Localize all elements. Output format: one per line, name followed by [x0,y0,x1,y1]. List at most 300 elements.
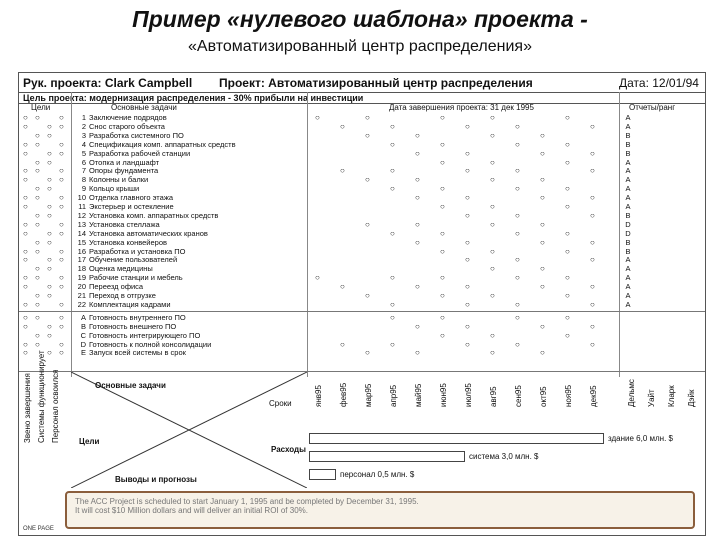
task-row [19,131,705,140]
task-number: 20 [77,282,86,292]
schedule-marker: ○ [465,166,470,176]
task-number: B [80,321,86,331]
task-grade: A [625,184,631,194]
schedule-marker: ○ [540,348,545,358]
task-grade: A [625,282,631,292]
col-tasks: Основные задачи [111,103,177,112]
goal-marker: ○ [23,348,28,358]
schedule-marker: ○ [590,166,595,176]
schedule-marker: ○ [565,228,570,238]
task-number: 13 [77,219,86,229]
schedule-marker: ○ [440,113,445,122]
task-grade: A [625,121,631,131]
schedule-marker: ○ [540,237,545,247]
goal-marker: ○ [47,264,52,274]
task-grade: A [625,157,631,167]
goal-marker: ○ [23,148,28,158]
goal-marker: ○ [59,148,64,158]
month-label: май95 [414,383,423,407]
goal-marker: ○ [35,339,40,349]
task-name: Разработка рабочей станции [89,148,191,158]
schedule-marker: ○ [590,148,595,158]
task-grade: B [625,130,631,140]
month-label: сен95 [514,385,523,407]
goal-marker: ○ [35,193,40,203]
task-number: 16 [77,246,86,256]
goal-marker: ○ [23,321,28,331]
goal-marker: ○ [23,299,28,309]
goal-marker: ○ [59,193,64,203]
schedule-marker: ○ [440,184,445,194]
task-name: Спецификация комп. аппаратных средств [89,139,236,149]
schedule-marker: ○ [590,321,595,331]
task-name: Готовность внутреннего ПО [89,312,186,322]
goal-marker: ○ [59,121,64,131]
goal-marker: ○ [47,255,52,265]
task-name: Колонны и балки [89,175,149,185]
schedule-marker: ○ [390,312,395,322]
goal-marker: ○ [47,330,52,340]
goal-marker: ○ [47,202,52,211]
cost-label: здание 6,0 млн. $ [608,434,673,443]
goal-marker: ○ [59,166,64,176]
person-label: Дэйк [687,389,696,407]
schedule-marker: ○ [540,130,545,140]
task-row [19,282,705,291]
task-grade: A [625,273,631,283]
goal-marker: ○ [35,184,40,194]
schedule-marker: ○ [590,237,595,247]
schedule-marker: ○ [490,219,495,229]
task-number: 21 [77,291,86,300]
goal-marker: ○ [23,219,28,229]
task-number: 1 [81,113,86,122]
task-name: Установка конвейеров [89,237,167,247]
task-row [19,264,705,273]
schedule-marker: ○ [515,255,520,265]
month-label: дек95 [589,385,598,407]
milestone-row [19,322,705,331]
schedule-marker: ○ [440,330,445,340]
task-grade: B [625,237,631,247]
task-number: 14 [77,228,86,238]
schedule-marker: ○ [565,330,570,340]
schedule-marker: ○ [365,113,370,122]
milestone-row [19,313,705,322]
schedule-marker: ○ [465,121,470,131]
col-report: Отчеты/ранг [629,103,676,112]
goal-marker: ○ [23,166,28,176]
schedule-marker: ○ [490,264,495,274]
page-subtitle: «Автоматизированный центр распределения» [188,38,532,55]
schedule-marker: ○ [515,273,520,283]
task-grade: A [625,202,631,211]
task-name: Экстерьер и остекление [89,202,174,211]
month-label: ноя95 [564,384,573,407]
goal-marker: ○ [59,273,64,283]
schedule-marker: ○ [565,246,570,256]
goal-marker: ○ [35,139,40,149]
col-goals: Цели [31,103,51,112]
task-name: Снос старого объекта [89,121,165,131]
task-name: Установка стеллажа [89,219,160,229]
goal-marker: ○ [35,113,40,122]
goal-marker: ○ [59,321,64,331]
task-grade: A [625,299,631,309]
goal-marker: ○ [59,175,64,185]
schedule-marker: ○ [490,130,495,140]
goal-marker: ○ [47,348,52,358]
task-number: 8 [81,175,86,185]
task-number: 2 [81,121,86,131]
schedule-marker: ○ [440,312,445,322]
col-completion: Дата завершения проекта: 31 дек 1995 [389,103,534,112]
task-number: 22 [77,299,86,309]
goal-marker: ○ [35,299,40,309]
goal-marker: ○ [59,255,64,265]
task-name: Переход в отгрузке [89,291,156,300]
task-name: Рабочие станции и мебель [89,273,183,283]
schedule-marker: ○ [515,184,520,194]
left-label: Персонал освоился [51,369,60,443]
schedule-marker: ○ [490,175,495,185]
schedule-marker: ○ [315,273,320,283]
project-template-sheet [18,72,706,536]
task-grade: A [625,264,631,274]
task-row [19,247,705,256]
goal-marker: ○ [35,210,40,220]
goal-marker: ○ [47,148,52,158]
goal-marker: ○ [23,255,28,265]
month-label: мар95 [364,383,373,407]
task-grade: A [625,175,631,185]
goal-marker: ○ [35,130,40,140]
task-name: Обучение пользователей [89,255,178,265]
goal-marker: ○ [59,348,64,358]
task-row [19,193,705,202]
cost-bar [309,469,336,480]
goal-marker: ○ [59,228,64,238]
milestone-row [19,348,705,357]
task-row [19,184,705,193]
task-grade: A [625,255,631,265]
task-number: 15 [77,237,86,247]
goal-marker: ○ [59,202,64,211]
task-number: A [80,312,86,322]
task-row [19,175,705,184]
goal-marker: ○ [59,113,64,122]
goal-marker: ○ [23,312,28,322]
task-row [19,229,705,238]
task-name: Комплектация кадрами [89,299,171,309]
schedule-marker: ○ [415,219,420,229]
milestone-row [19,340,705,349]
schedule-marker: ○ [315,113,320,122]
schedule-marker: ○ [515,121,520,131]
task-number: 19 [77,273,86,283]
goal-marker: ○ [23,202,28,211]
task-name: Кольцо крыши [89,184,140,194]
diagram-right2: Расходы [271,445,306,454]
person-label: Кларк [667,385,676,407]
schedule-marker: ○ [365,175,370,185]
schedule-marker: ○ [340,166,345,176]
schedule-marker: ○ [540,219,545,229]
person-label: Дельмс [627,379,636,407]
task-row [19,202,705,211]
schedule-marker: ○ [515,339,520,349]
schedule-marker: ○ [565,273,570,283]
schedule-marker: ○ [565,139,570,149]
goal-marker: ○ [59,339,64,349]
schedule-marker: ○ [565,202,570,211]
left-label: Системы функционирует [37,350,46,443]
goal-marker: ○ [35,237,40,247]
task-name: Готовность интегрирующего ПО [89,330,201,340]
goal-marker: ○ [59,219,64,229]
task-number: 12 [77,210,86,220]
schedule-marker: ○ [465,299,470,309]
schedule-marker: ○ [490,330,495,340]
task-row [19,158,705,167]
schedule-marker: ○ [490,113,495,122]
goal-marker: ○ [35,291,40,300]
month-label: июл95 [464,383,473,407]
schedule-marker: ○ [490,202,495,211]
schedule-marker: ○ [565,157,570,167]
schedule-marker: ○ [415,282,420,292]
schedule-marker: ○ [390,339,395,349]
goal-marker: ○ [35,246,40,256]
task-row [19,273,705,282]
schedule-marker: ○ [440,273,445,283]
goal-marker: ○ [47,291,52,300]
page-title: Пример «нулевого шаблона» проекта - [132,6,588,32]
schedule-marker: ○ [415,321,420,331]
schedule-marker: ○ [515,166,520,176]
month-label: янв95 [314,385,323,407]
schedule-marker: ○ [590,299,595,309]
schedule-marker: ○ [540,193,545,203]
schedule-marker: ○ [440,246,445,256]
schedule-marker: ○ [440,157,445,167]
project-goal: Цель проекта: модернизация распределения - 30% прибыли на инвестиции [23,93,364,103]
milestone-row [19,331,705,340]
schedule-marker: ○ [465,255,470,265]
schedule-marker: ○ [590,121,595,131]
task-row [19,140,705,149]
goal-marker: ○ [35,312,40,322]
task-name: Готовность внешнего ПО [89,321,177,331]
schedule-marker: ○ [540,175,545,185]
goal-marker: ○ [59,299,64,309]
schedule-marker: ○ [565,113,570,122]
schedule-marker: ○ [440,139,445,149]
schedule-marker: ○ [415,348,420,358]
task-grade: B [625,148,631,158]
goal-marker: ○ [47,237,52,247]
goal-marker: ○ [47,175,52,185]
cost-bar [309,433,604,444]
task-number: 4 [81,139,86,149]
task-row [19,113,705,122]
schedule-marker: ○ [415,130,420,140]
cost-label: система 3,0 млн. $ [469,452,539,461]
schedule-marker: ○ [390,166,395,176]
task-name: Отделка главного этажа [89,193,174,203]
schedule-marker: ○ [390,299,395,309]
task-name: Оценка медицины [89,264,153,274]
schedule-marker: ○ [365,291,370,300]
goal-marker: ○ [47,282,52,292]
task-number: 5 [81,148,86,158]
diagram-right: Сроки [269,399,292,408]
task-name: Установка комп. аппаратных средств [89,210,219,220]
goal-marker: ○ [23,339,28,349]
schedule-marker: ○ [515,228,520,238]
schedule-marker: ○ [365,348,370,358]
goal-marker: ○ [47,321,52,331]
diagram-bottom: Выводы и прогнозы [115,475,197,484]
schedule-marker: ○ [340,282,345,292]
task-name: Разработка и установка ПО [89,246,186,256]
schedule-marker: ○ [540,264,545,274]
schedule-marker: ○ [565,312,570,322]
schedule-marker: ○ [390,184,395,194]
task-name: Переезд офиса [89,282,144,292]
schedule-marker: ○ [540,321,545,331]
task-name: Разработка системного ПО [89,130,184,140]
schedule-marker: ○ [440,228,445,238]
person-label: Уайт [647,389,656,407]
task-number: 3 [81,130,86,140]
schedule-marker: ○ [365,130,370,140]
task-grade: A [625,291,631,300]
schedule-marker: ○ [390,121,395,131]
goal-marker: ○ [35,330,40,340]
task-row [19,122,705,131]
schedule-marker: ○ [390,228,395,238]
task-number: 9 [81,184,86,194]
goal-marker: ○ [59,139,64,149]
schedule-marker: ○ [515,139,520,149]
task-number: C [80,330,86,340]
task-name: Готовность к полной консолидации [89,339,212,349]
goal-marker: ○ [23,139,28,149]
schedule-marker: ○ [415,193,420,203]
schedule-marker: ○ [590,193,595,203]
schedule-marker: ○ [490,291,495,300]
goal-marker: ○ [47,157,52,167]
schedule-marker: ○ [415,175,420,185]
task-grade: A [625,166,631,176]
goal-marker: ○ [35,273,40,283]
note-line-2: It will cost $10 Million dollars and will deliver an initial ROI of 30%. [75,506,308,515]
task-number: 17 [77,255,86,265]
goal-marker: ○ [59,282,64,292]
schedule-marker: ○ [465,237,470,247]
schedule-marker: ○ [540,148,545,158]
schedule-marker: ○ [365,219,370,229]
project-name: Проект: Автоматизированный центр распределения [219,76,533,90]
schedule-marker: ○ [590,210,595,220]
task-row [19,220,705,229]
project-date: Дата: 12/01/94 [619,76,699,90]
task-row [19,211,705,220]
month-label: апр95 [389,384,398,407]
task-number: 10 [77,193,86,203]
month-label: июн95 [439,383,448,407]
goal-marker: ○ [59,246,64,256]
task-grade: D [625,228,631,238]
schedule-marker: ○ [515,312,520,322]
task-grade: B [625,139,631,149]
logo: ONE PAGE [23,526,54,532]
schedule-marker: ○ [565,184,570,194]
schedule-marker: ○ [415,237,420,247]
cost-bar [309,451,465,462]
goal-marker: ○ [23,175,28,185]
goal-marker: ○ [47,130,52,140]
schedule-marker: ○ [540,282,545,292]
schedule-marker: ○ [515,210,520,220]
task-name: Опоры фундамента [89,166,159,176]
goal-marker: ○ [59,312,64,322]
task-number: 18 [77,264,86,274]
schedule-marker: ○ [465,321,470,331]
task-number: E [80,348,86,358]
month-label: окт95 [539,386,548,407]
task-name: Запуск всей системы в срок [89,348,186,358]
task-name: Установка автоматических кранов [89,228,208,238]
goal-marker: ○ [23,246,28,256]
month-label: авг95 [489,386,498,407]
cost-label: персонал 0,5 млн. $ [340,470,415,479]
goal-marker: ○ [47,228,52,238]
schedule-marker: ○ [465,339,470,349]
task-grade: A [625,193,631,203]
goal-marker: ○ [23,113,28,122]
divider [19,311,705,312]
goal-marker: ○ [23,282,28,292]
goal-marker: ○ [35,264,40,274]
note-line-1: The ACC Project is scheduled to start January 1, 1995 and be completed by December 31, 1995. [75,497,419,506]
diagram-left: Цели [79,437,100,446]
schedule-marker: ○ [340,339,345,349]
month-label: фев95 [339,382,348,407]
schedule-marker: ○ [390,139,395,149]
task-number: 7 [81,166,86,176]
project-manager: Рук. проекта: Clark Campbell [23,76,193,90]
sheet-header [19,73,705,93]
task-row [19,149,705,158]
task-name: Отопка и ландшафт [89,157,160,167]
goal-marker: ○ [35,166,40,176]
summary-note [65,491,695,529]
task-number: D [80,339,86,349]
schedule-marker: ○ [440,291,445,300]
schedule-marker: ○ [490,157,495,167]
schedule-marker: ○ [590,282,595,292]
task-row [19,238,705,247]
schedule-marker: ○ [465,282,470,292]
task-row [19,166,705,175]
task-number: 6 [81,157,86,167]
schedule-marker: ○ [590,339,595,349]
task-name: Заключение подрядов [89,113,167,122]
schedule-marker: ○ [340,121,345,131]
task-row [19,291,705,300]
